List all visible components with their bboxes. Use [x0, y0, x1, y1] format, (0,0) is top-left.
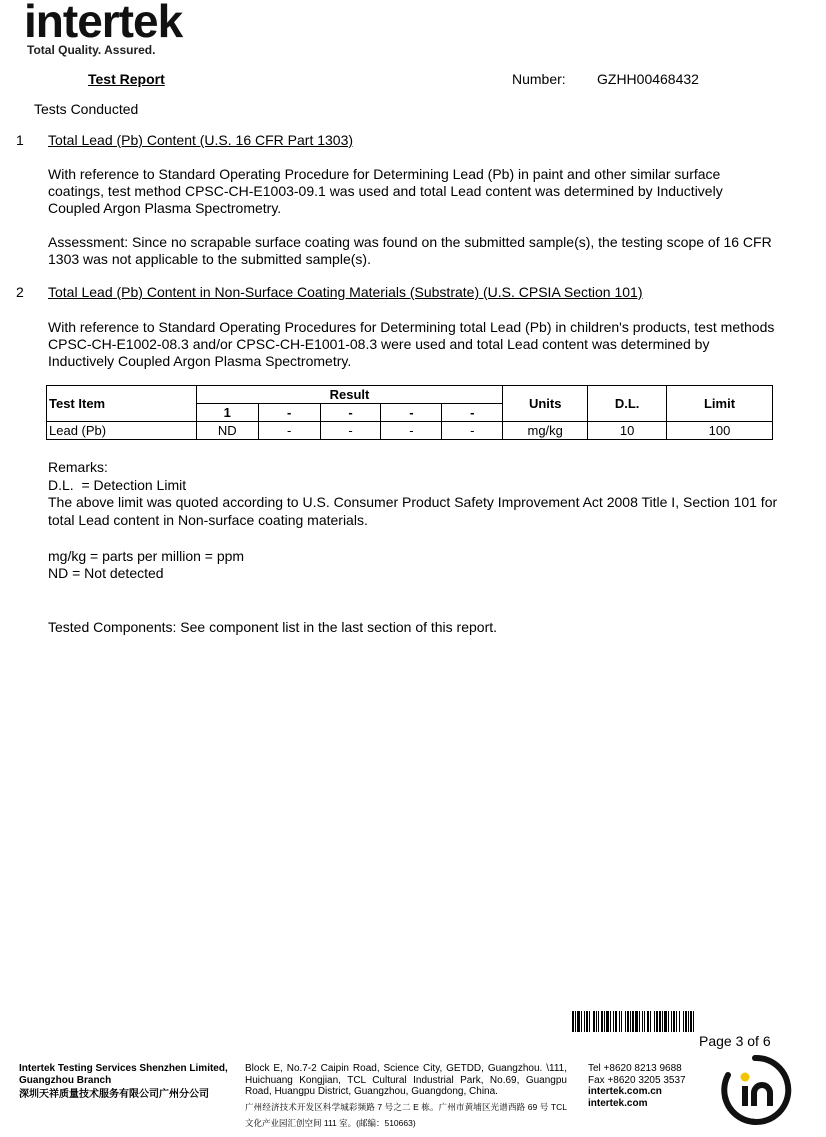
barcode-bar: [688, 1011, 689, 1032]
cell-limit: 100: [667, 422, 773, 440]
cell-result: ND: [196, 422, 258, 440]
footer-company-chinese: 深圳天祥质量技术服务有限公司广州分公司: [19, 1089, 209, 1100]
cell-result: -: [258, 422, 320, 440]
section-2-title: Total Lead (Pb) Content in Non-Surface Coating Materials (Substrate) (U.S. CPSIA Section 101): [48, 284, 643, 300]
barcode-bar: [604, 1011, 605, 1032]
intertek-logo: intertek: [24, 0, 183, 47]
barcode-bar: [577, 1011, 580, 1032]
tested-components-note: Tested Components: See component list in the last section of this report.: [48, 619, 498, 635]
section-1-assessment-paragraph: Assessment: Since no scrapable surface coating was found on the submitted sample(s), the testing scope of 16 CFR 1303 was not applicable to the submitted sample(s).: [48, 234, 772, 267]
header-units: Units: [503, 386, 588, 422]
barcode-bar: [668, 1011, 669, 1032]
page-number: Page 3 of 6: [699, 1033, 771, 1049]
barcode-bar: [627, 1011, 629, 1032]
barcode-bar: [606, 1011, 609, 1032]
section-1-number: 1: [16, 132, 24, 148]
tests-conducted-heading: Tests Conducted: [34, 101, 139, 117]
result-subheader: -: [381, 404, 442, 422]
barcode-bar: [598, 1011, 599, 1032]
result-subheader: -: [320, 404, 381, 422]
section-1-method-paragraph: With reference to Standard Operating Procedure for Determining Lead (Pb) in paint and other similar surface coatings, test method CPSC-CH-E1003-09.1 was used and total Lead content was determined by Inductively Coupled Argon Plasma Spectrometry.: [48, 166, 723, 216]
barcode-bar: [593, 1011, 595, 1032]
report-title: Test Report: [88, 71, 165, 87]
cell-test-item: Lead (Pb): [47, 422, 197, 440]
barcode-bar: [662, 1011, 663, 1032]
intertek-emblem-icon: [718, 1053, 792, 1127]
cell-units: mg/kg: [503, 422, 588, 440]
barcode-bar: [659, 1011, 661, 1032]
cell-result: -: [442, 422, 503, 440]
cell-result: -: [381, 422, 442, 440]
barcode-bar: [619, 1011, 620, 1032]
barcode-bar: [615, 1011, 617, 1032]
barcode-bar: [625, 1011, 626, 1032]
barcode-bar: [575, 1011, 576, 1032]
section-2-method-paragraph: With reference to Standard Operating Procedures for Determining total Lead (Pb) in children's products, test methods CPSC-CH-E1002-08.3 and/or CPSC-CH-E1001-08.3 were used and total Lead content was determined by Inductively Coupled Argon Plasma Spectrometry.: [48, 319, 775, 369]
barcode-bar: [664, 1011, 667, 1032]
section-1-title: Total Lead (Pb) Content (U.S. 16 CFR Part 1303): [48, 132, 354, 148]
table-row: [47, 422, 773, 440]
barcode: [572, 1011, 774, 1032]
footer-website: intertek.com: [588, 1097, 648, 1109]
barcode-bar: [642, 1011, 643, 1032]
footer-address: [245, 1063, 567, 1131]
footer-fax: Fax +8620 3205 3537: [588, 1074, 686, 1086]
barcode-bar: [630, 1011, 631, 1032]
remarks-limit-note: The above limit was quoted according to U.S. Consumer Product Safety Improvement Act 2008 Title I, Section 101 for total Lead content in Non-surface coating materials.: [48, 494, 778, 528]
barcode-bar: [671, 1011, 672, 1032]
barcode-bar: [613, 1011, 614, 1032]
header-result: Result: [196, 386, 502, 404]
barcode-bar: [647, 1011, 649, 1032]
barcode-bar: [673, 1011, 675, 1032]
report-number-value: GZHH00468432: [597, 71, 699, 87]
barcode-bar: [610, 1011, 611, 1032]
barcode-bar: [639, 1011, 640, 1032]
barcode-bar: [654, 1011, 655, 1032]
section-2-number: 2: [16, 284, 24, 300]
footer-website-cn: intertek.com.cn: [588, 1086, 662, 1097]
barcode-bar: [685, 1011, 687, 1032]
footer-address-english: Block E, No.7-2 Caipin Road, Science City, GETDD, Guangzhou. \111, Huichuang Kongjian, TCL Cultural Industrial Park, No.69, Guangpu Road, Huangpu District, Guangzhou, Guangdong, China.: [245, 1063, 567, 1097]
barcode-bar: [635, 1011, 638, 1032]
barcode-bar: [584, 1011, 585, 1032]
footer-contact: [588, 1063, 686, 1109]
barcode-bar: [589, 1011, 590, 1032]
header-dl: D.L.: [588, 386, 667, 422]
header-limit: Limit: [667, 386, 773, 422]
cell-result: -: [320, 422, 381, 440]
report-number-label: Number:: [512, 71, 566, 87]
barcode-bar: [690, 1011, 692, 1032]
barcode-bar: [596, 1011, 597, 1032]
footer-address-chinese: 广州经济技术开发区科学城彩频路 7 号之二 E 栋。广州市黄埔区光谱西路 69 号 TCL 文化产业园汇创空间 111 室。(邮编：510663): [245, 1101, 567, 1128]
barcode-bar: [656, 1011, 658, 1032]
barcode-bar: [683, 1011, 684, 1032]
result-subheader: 1: [196, 404, 258, 422]
barcode-bar: [632, 1011, 634, 1032]
footer-company-branch: Guangzhou Branch: [19, 1074, 112, 1086]
footer-tel: Tel +8620 8213 9688: [588, 1063, 682, 1074]
result-subheader: -: [442, 404, 503, 422]
cell-dl: 10: [588, 422, 667, 440]
barcode-bar: [621, 1011, 622, 1032]
barcode-bar: [581, 1011, 582, 1032]
remarks-ppm-definition: mg/kg = parts per million = ppm: [48, 548, 245, 564]
barcode-bar: [601, 1011, 603, 1032]
remarks-heading: Remarks:: [48, 459, 108, 475]
results-table: [46, 385, 773, 440]
barcode-bar: [693, 1011, 694, 1032]
result-subheader: -: [258, 404, 320, 422]
barcode-bar: [650, 1011, 651, 1032]
logo-tagline: Total Quality. Assured.: [27, 43, 156, 57]
barcode-bar: [676, 1011, 677, 1032]
remarks-nd-definition: ND = Not detected: [48, 565, 164, 581]
barcode-bar: [572, 1011, 574, 1032]
footer-company-name: Intertek Testing Services Shenzhen Limited,: [19, 1063, 228, 1074]
barcode-bar: [586, 1011, 588, 1032]
footer-company: [19, 1063, 244, 1101]
remarks-dl-definition: D.L. = Detection Limit: [48, 477, 187, 493]
barcode-bar: [644, 1011, 645, 1032]
barcode-bar: [679, 1011, 680, 1032]
header-test-item: Test Item: [47, 386, 197, 422]
